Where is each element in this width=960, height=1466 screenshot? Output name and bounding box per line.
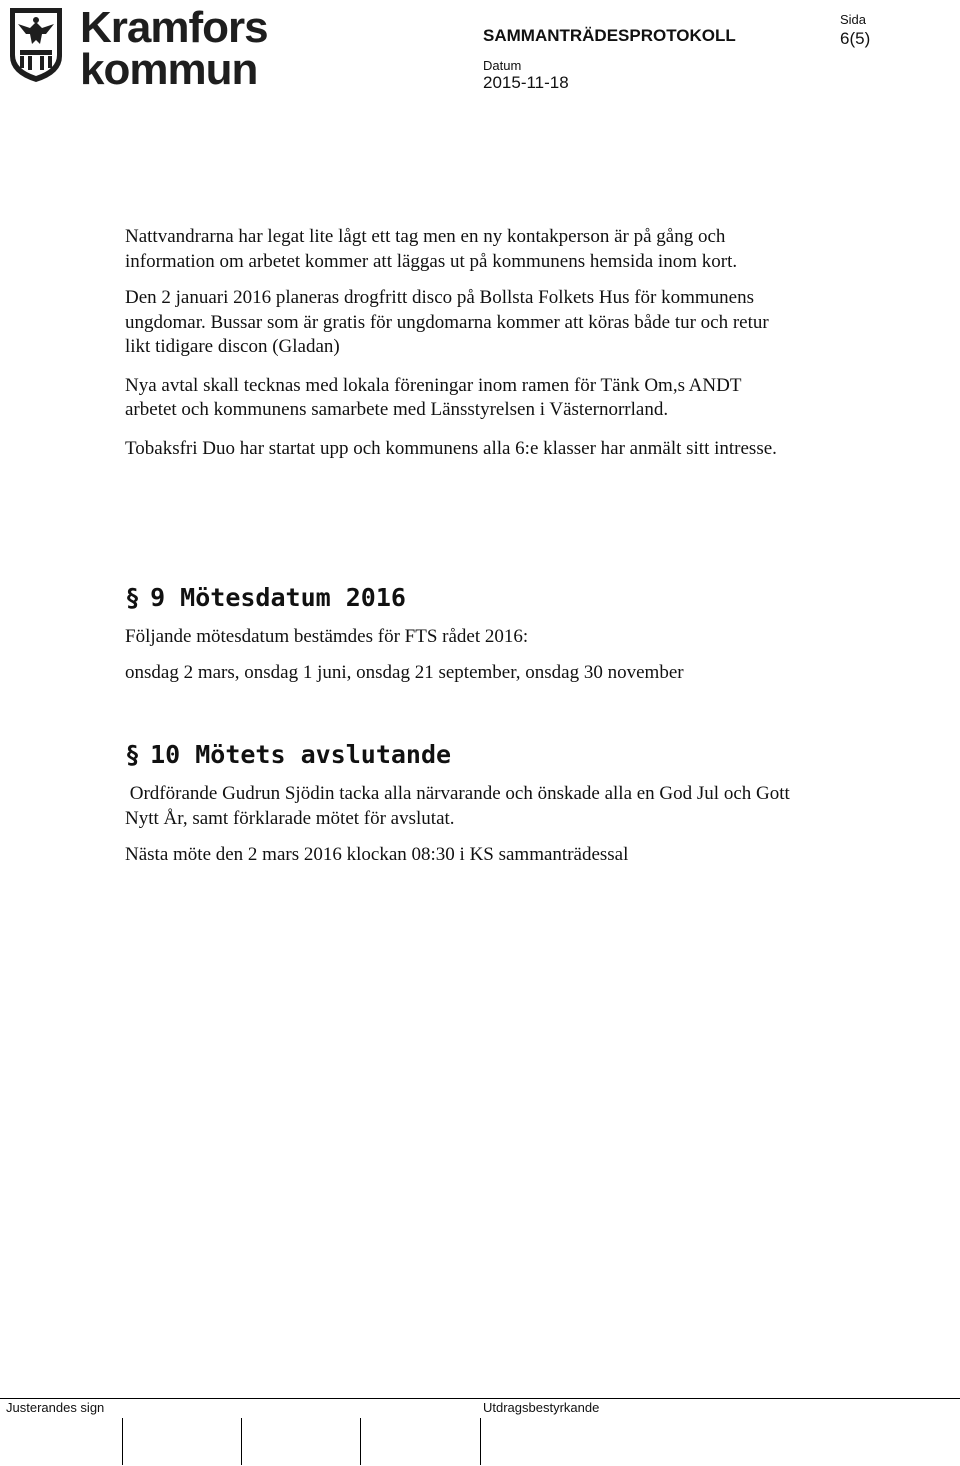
paragraph: Ordförande Gudrun Sjödin tacka alla närvarande och önskade alla en God Jul och Gott Nytt År, samt förklarade mötet för avslutat.: [125, 783, 795, 829]
section-symbol: §: [125, 740, 141, 769]
kramfors-kommun-logo: [6, 3, 268, 94]
paragraph: Nattvandrarna har legat lite lågt ett tag men en ny kontakperson är på gång och information om arbetet kommer att läggas ut på kommunens hemsida inom kort.: [125, 226, 738, 272]
body-text: [125, 225, 825, 461]
footer-divider: [0, 1398, 960, 1399]
justerandes-sign-label: Justerandes sign: [6, 1400, 105, 1415]
signature-box-divider: [241, 1418, 242, 1465]
coat-of-arms-icon: [6, 4, 66, 84]
signature-box-divider: [360, 1418, 361, 1465]
date-value: 2015-11-18: [483, 73, 569, 92]
logo-line-1: Kramfors: [80, 3, 268, 52]
section-heading: [125, 583, 406, 612]
section-symbol: §: [125, 583, 141, 612]
signature-box-divider: [122, 1418, 123, 1465]
paragraph: Tobaksfri Duo har startat upp och kommunens alla 6:e klasser har anmält sitt intresse.: [125, 437, 777, 459]
paragraph: Följande mötesdatum bestämdes för FTS rådet 2016:: [125, 626, 529, 647]
date-label: Datum: [483, 58, 522, 73]
utdragsbestyrkande-label: Utdragsbestyrkande: [483, 1400, 600, 1415]
paragraph: Nya avtal skall tecknas med lokala föreningar inom ramen för Tänk Om,s ANDT arbetet och kommunens samarbete med Länsstyrelsen i Västernorrland.: [125, 374, 742, 420]
logo-line-2: kommun: [80, 45, 258, 94]
signature-box-divider: [480, 1418, 481, 1465]
paragraph: onsdag 2 mars, onsdag 1 juni, onsdag 21 september, onsdag 30 november: [125, 662, 684, 683]
page-number: 6(5): [840, 29, 871, 48]
page-label: Sida: [840, 12, 867, 27]
section-title: 10 Mötets avslutande: [150, 740, 452, 769]
section-title: 9 Mötesdatum 2016: [150, 583, 406, 612]
paragraph: Den 2 januari 2016 planeras drogfritt disco på Bollsta Folkets Hus för kommunens ungdomar. Bussar som är gratis för ungdomarna kommer att köras både tur och retur likt tidigare discon (Gladan): [125, 287, 769, 357]
section-heading: [125, 740, 451, 769]
document-title: SAMMANTRÄDESPROTOKOLL: [483, 26, 736, 45]
paragraph: Nästa möte den 2 mars 2016 klockan 08:30 i KS sammanträdessal: [125, 844, 629, 865]
